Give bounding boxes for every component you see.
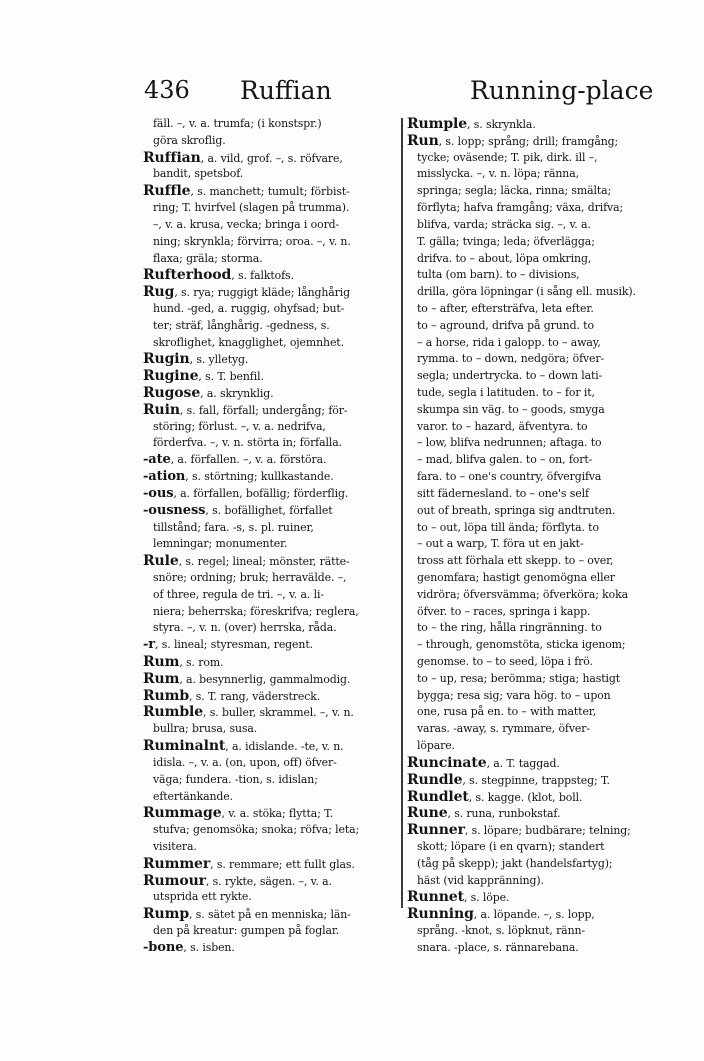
dictionary-entry-line: Run, s. lopp; språng; drill; framgång; — [407, 132, 619, 149]
right-column — [407, 116, 671, 954]
column-divider — [401, 118, 403, 908]
dictionary-text-line: väga; fundera. -tion, s. idislan; — [153, 772, 318, 786]
dictionary-text-line: – through, genomstöta, sticka igenom; — [417, 638, 626, 652]
dictionary-text-line: tulta (om barn). to – divisions, — [417, 268, 580, 282]
dictionary-text-line: snöre; ordning; bruk; herravälde. –, — [153, 570, 347, 584]
dictionary-entry-line: Rum, a. besynnerlig, gammalmodig. — [143, 670, 351, 687]
left-running-head: Ruffian — [240, 76, 332, 105]
dictionary-text-line: ning; skrynkla; förvirra; oroa. –, v. n. — [153, 234, 351, 248]
dictionary-text-line: tillstånd; fara. -s, s. pl. ruiner, — [153, 520, 314, 534]
dictionary-text-line: tross att förhala ett skepp. to – over, — [417, 554, 614, 568]
dictionary-text-line: – low, blifva nedrunnen; aftaga. to — [417, 436, 602, 450]
dictionary-text-line: eftertänkande. — [153, 789, 233, 803]
dictionary-text-line: varas. -away, s. rymmare, öfver- — [417, 722, 590, 736]
dictionary-entry-line: -ousness, s. bofällighet, förfallet — [143, 502, 333, 518]
dictionary-text-line: genomse. to – to seed, löpa i frö. — [417, 655, 593, 668]
dictionary-text-line: hund. -ged, a. ruggig, ohyfsad; but- — [153, 301, 345, 315]
dictionary-text-line: störing; förlust. –, v. a. nedrifva, — [153, 419, 326, 433]
dictionary-text-line: misslycka. –, v. n. löpa; ränna, — [417, 167, 579, 181]
dictionary-text-line: of three, regula de tri. –, v. a. li- — [153, 587, 324, 601]
dictionary-text-line: drilla, göra löpningar (i sång ell. musik). — [417, 285, 636, 299]
dictionary-text-line: – out a warp, T. föra ut en jakt- — [417, 537, 584, 551]
dictionary-text-line: niera; beherrska; föreskrifva; reglera, — [153, 604, 359, 618]
dictionary-entry-line: -ation, s. störtning; kullkastande. — [143, 469, 334, 485]
dictionary-text-line: flaxa; gräla; storma. — [153, 251, 263, 265]
dictionary-entry-line: Rum, s. rom. — [143, 654, 224, 670]
dictionary-entry-line: Rule, s. regel; lineal; mönster, rätte- — [143, 553, 350, 570]
dictionary-entry-line: Rundlet, s. kagge. (klot, boll. — [407, 788, 583, 805]
dictionary-text-line: genomfara; hastigt genomögna eller — [417, 570, 615, 584]
dictionary-text-line: to – after, eftersträfva, leta efter. — [417, 301, 594, 315]
dictionary-entry-line: -r, s. lineal; styresman, regent. — [143, 637, 313, 653]
dictionary-entry-line: Rumple, s. skrynkla. — [407, 116, 536, 132]
dictionary-text-line: sitt fädernesland. to – one's self — [417, 486, 589, 500]
dictionary-text-line: idisla. –, v. a. (on, upon, off) öfver- — [153, 755, 337, 769]
dictionary-entry-line: Rumb, s. T. rang, väderstreck. — [143, 687, 321, 704]
page-header — [0, 76, 704, 116]
dictionary-text-line: göra skroflig. — [153, 133, 226, 147]
dictionary-text-line: bygga; resa sig; vara hög. to – upon — [417, 688, 611, 702]
dictionary-entry-line: Rune, s. runa, runbokstaf. — [407, 805, 561, 822]
dictionary-entry-line: -bone, s. isben. — [143, 939, 235, 955]
dictionary-text-line: tude, segla i latituden. to – for it, — [417, 386, 595, 399]
dictionary-text-line: den på kreatur: gumpen på foglar. — [153, 924, 340, 937]
dictionary-text-line: stufva; genomsöka; snoka; röfva; leta; — [153, 823, 360, 837]
dictionary-text-line: tycke; oväsende; T. pik, dirk. ill –, — [417, 150, 598, 164]
left-column — [143, 116, 399, 955]
dictionary-text-line: förflyta; hafva framgång; växa, drifva; — [417, 201, 624, 215]
dictionary-entry-line: Ruffian, a. vild, grof. –, s. röfvare, — [143, 149, 343, 166]
dictionary-entry-line: -ous, a. förfallen, bofällig; förderflig. — [143, 485, 349, 501]
dictionary-text-line: ter; sträf, långhårig. -gedness, s. — [153, 318, 330, 332]
dictionary-text-line: –, v. a. krusa, vecka; bringa i oord- — [153, 217, 340, 231]
dictionary-entry-line: Running, a. löpande. –, s. lopp, — [407, 906, 595, 923]
dictionary-text-line: (tåg på skepp); jakt (handelsfartyg); — [417, 856, 613, 870]
dictionary-entry-line: Rug, s. rya; ruggigt kläde; långhårig — [143, 284, 351, 301]
dictionary-entry-line: Rundle, s. stegpinne, trappsteg; T. — [407, 771, 610, 788]
page-number: 436 — [144, 76, 190, 104]
dictionary-text-line: utsprida ett rykte. — [153, 890, 252, 904]
dictionary-text-line: öfver. to – races, springa i kapp. — [417, 604, 591, 618]
dictionary-text-line: vidröra; öfversvämma; öfverköra; koka — [417, 587, 629, 601]
dictionary-entry-line: Rumble, s. buller, skrammel. –, v. n. — [143, 704, 354, 721]
dictionary-text-line: förderfva. –, v. n. störta in; förfalla. — [153, 436, 343, 450]
dictionary-text-line: T. gälla; tvinga; leda; öfverlägga; — [417, 234, 595, 248]
dictionary-entry-line: Runner, s. löpare; budbärare; telning; — [407, 822, 631, 839]
dictionary-text-line: springa; segla; läcka, rinna; smälta; — [417, 184, 612, 198]
dictionary-text-line: skott; löpare (i en qvarn); standert — [417, 839, 605, 853]
dictionary-text-line: blifva, varda; sträcka sig. –, v. a. — [417, 217, 591, 231]
dictionary-text-line: segla; undertrycka. to – down lati- — [417, 369, 603, 383]
dictionary-text-line: – a horse, rida i galopp. to – away, — [417, 335, 601, 349]
dictionary-text-line: to – aground, drifva på grund. to — [417, 318, 594, 332]
dictionary-entry-line: Ruin, s. fall, förfall; undergång; för- — [143, 401, 348, 418]
dictionary-entry-line: Runnet, s. löpe. — [407, 889, 510, 906]
dictionary-text-line: bullra; brusa, susa. — [153, 722, 258, 736]
dictionary-text-line: – mad, blifva galen. to – on, fort- — [417, 453, 593, 467]
dictionary-entry-line: Rummer, s. remmare; ett fullt glas. — [143, 855, 355, 872]
dictionary-text-line: styra. –, v. n. (over) herrska, råda. — [153, 621, 337, 635]
dictionary-text-line: to – up, resa; berömma; stiga; hastigt — [417, 671, 621, 685]
dictionary-text-line: snara. -place, s. rännarebana. — [417, 940, 579, 954]
right-running-head: Running-place — [470, 76, 654, 105]
dictionary-text-line: rymma. to – down, nedgöra; öfver- — [417, 352, 605, 366]
dictionary-entry-line: Rump, s. sätet på en menniska; län- — [143, 906, 351, 923]
dictionary-text-line: språng. -knot, s. löpknut, ränn- — [417, 924, 585, 937]
dictionary-entry-line: -ate, a. förfallen. –, v. a. förstöra. — [143, 452, 327, 468]
dictionary-entry-line: Rugine, s. T. benfil. — [143, 368, 264, 385]
dictionary-text-line: löpare. — [417, 739, 455, 753]
dictionary-text-line: one, rusa på en. to – with matter, — [417, 705, 597, 719]
dictionary-text-line: to – the ring, hålla ringränning. to — [417, 621, 602, 635]
dictionary-entry-line: Rugin, s. ylletyg. — [143, 351, 249, 368]
dictionary-entry-line: Ruminalnt, a. idislande. -te, v. n. — [143, 738, 344, 755]
dictionary-text-line: bandit, spetsbof. — [153, 167, 244, 181]
dictionary-text-line: visitera. — [153, 839, 197, 853]
dictionary-text-line: drifva. to – about, löpa omkring, — [417, 251, 592, 265]
dictionary-text-line: fäll. –, v. a. trumfa; (i konstspr.) — [153, 117, 322, 130]
dictionary-text-line: out of breath, springa sig andtruten. — [417, 503, 616, 517]
dictionary-text-line: skumpa sin väg. to – goods, smyga — [417, 402, 605, 416]
dictionary-text-line: to – out, löpa till ända; förflyta. to — [417, 520, 599, 534]
dictionary-entry-line: Rufterhood, s. falktofs. — [143, 267, 294, 284]
dictionary-entry-line: Ruffle, s. manchett; tumult; förbist- — [143, 183, 350, 200]
dictionary-text-line: varor. to – hazard, äfventyra. to — [417, 419, 588, 433]
dictionary-entry-line: Rummage, v. a. stöka; flytta; T. — [143, 805, 334, 822]
dictionary-text-line: lemningar; monumenter. — [153, 537, 288, 551]
dictionary-entry-line: Runcinate, a. T. taggad. — [407, 754, 560, 771]
dictionary-text-line: häst (vid kappränning). — [417, 873, 544, 887]
dictionary-entry-line: Rugose, a. skrynklig. — [143, 385, 274, 401]
dictionary-text-line: ring; T. hvirfvel (slagen på trumma). — [153, 201, 350, 215]
dictionary-text-line: skroflighet, knagglighet, ojemnhet. — [153, 335, 344, 349]
dictionary-entry-line: Rumour, s. rykte, sägen. –, v. a. — [143, 872, 332, 889]
dictionary-text-line: fara. to – one's country, öfvergifva — [417, 470, 602, 484]
